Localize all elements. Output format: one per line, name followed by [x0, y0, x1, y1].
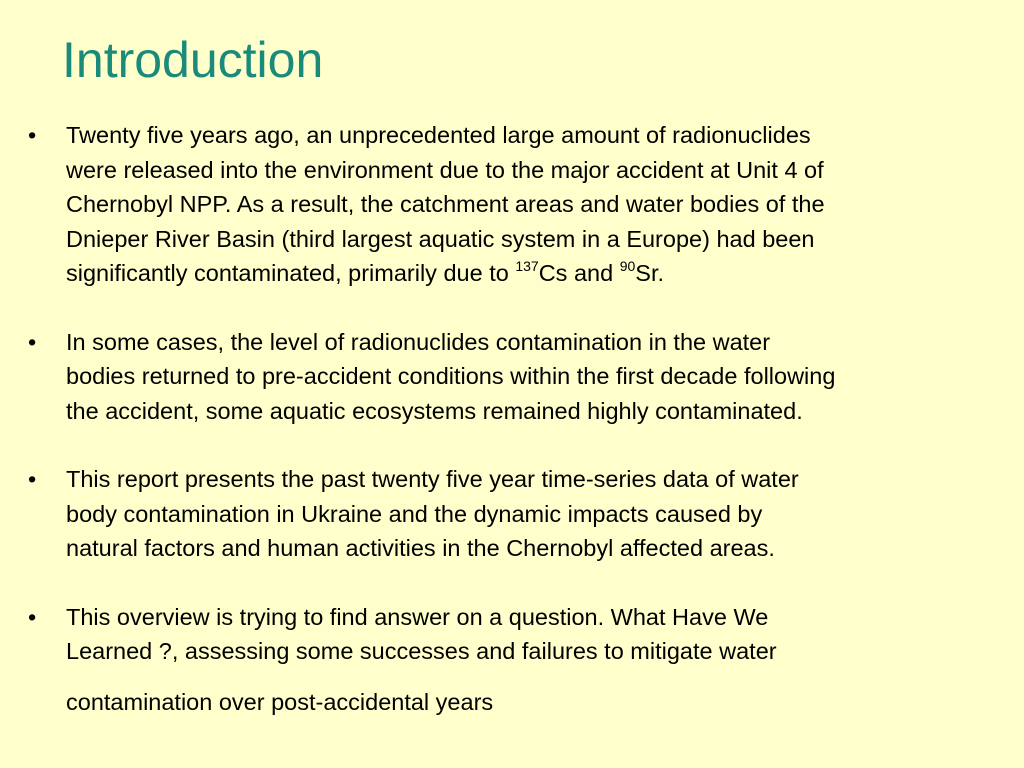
bullet-item-3 [28, 462, 1008, 566]
text-line: contamination over post-accidental years [66, 688, 494, 715]
bullet-item-1 [28, 118, 1008, 291]
slide-title: Introduction [62, 32, 324, 88]
text-line: natural factors and human activities in the Chernobyl affected areas. [66, 535, 775, 561]
bullet-list [28, 118, 1008, 753]
bullet-text [66, 325, 1008, 429]
text-line: Dnieper River Basin (third largest aquatic system in a Europe) had been [66, 225, 815, 252]
text-line: the accident, some aquatic ecosystems remained highly contaminated. [66, 397, 803, 424]
text-line: Learned ?, assessing some successes and failures to mitigate water [66, 638, 777, 664]
bullet-icon: • [28, 122, 37, 148]
isotope-mass-number: 137 [515, 258, 539, 274]
bullet-item-2 [28, 325, 1008, 429]
text-line: body contamination in Ukraine and the dynamic impacts caused by [66, 500, 763, 527]
text-line: Chernobyl NPP. As a result, the catchment areas and water bodies of the [66, 191, 825, 217]
text-segment: Sr. [635, 260, 664, 286]
bullet-icon: • [28, 328, 37, 355]
bullet-icon: • [28, 466, 37, 492]
bullet-text [66, 462, 1008, 566]
text-line: In some cases, the level of radionuclides contamination in the water [66, 328, 771, 355]
text-line: This report presents the past twenty five year time-series data of water [66, 466, 799, 492]
bullet-text [66, 600, 1008, 720]
text-segment: significantly contaminated, primarily due to [66, 260, 516, 286]
text-line: bodies returned to pre-accident conditions within the first decade following [66, 363, 836, 389]
text-line: Twenty five years ago, an unprecedented large amount of radionuclides [66, 122, 811, 148]
bullet-item-4 [28, 600, 1008, 720]
text-line: were released into the environment due to the major accident at Unit 4 of [66, 156, 824, 183]
text-line: This overview is trying to find answer on a question. What Have We [66, 603, 769, 630]
text-segment: Cs and [538, 260, 620, 286]
isotope-mass-number: 90 [619, 258, 636, 274]
bullet-icon: • [28, 603, 37, 630]
bullet-text [66, 118, 1008, 291]
